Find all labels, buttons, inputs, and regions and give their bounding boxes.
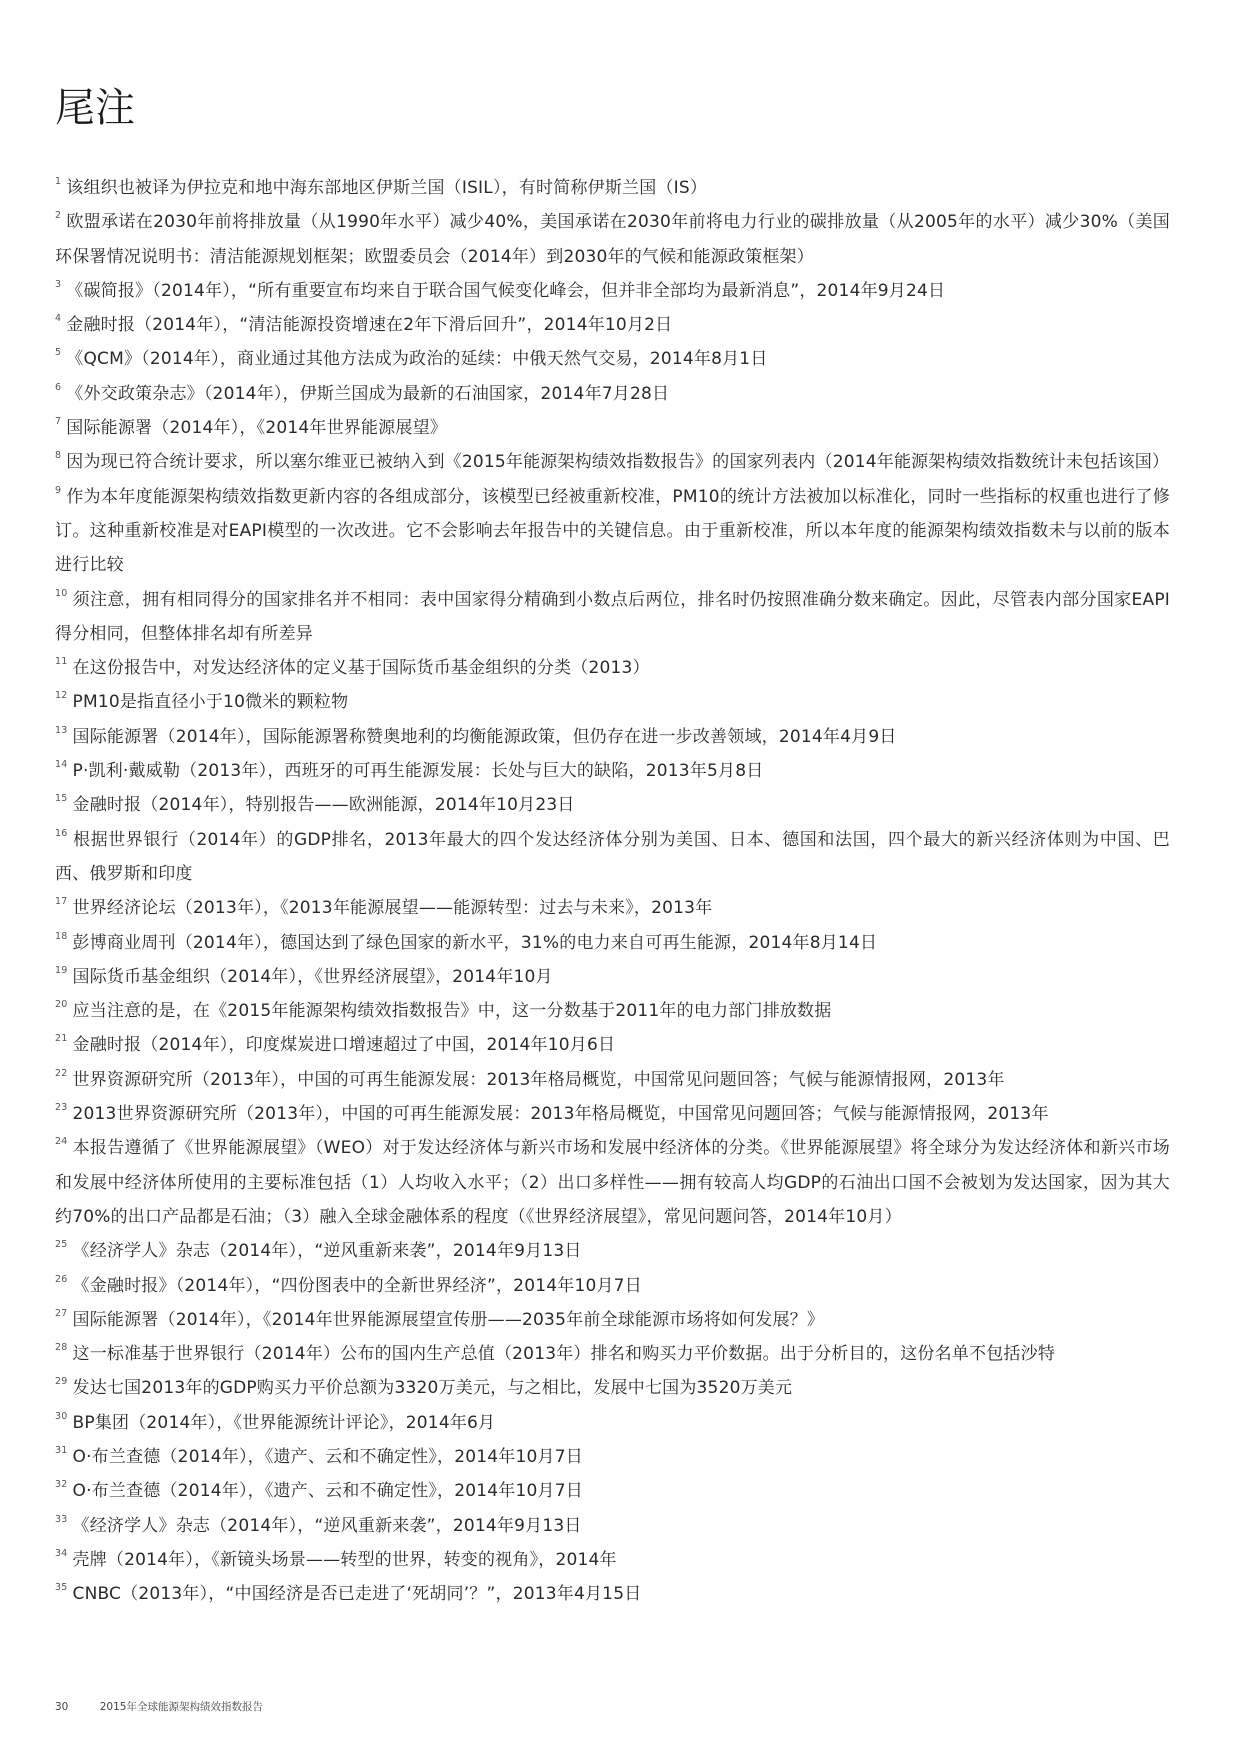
endnote-number: 24 (55, 1136, 68, 1148)
endnote-text: 2013世界资源研究所（2013年），中国的可再生能源发展：2013年格局概览，中国常见问题回答；气候与能源情报网，2013年 (72, 1104, 1049, 1125)
endnote-item (55, 720, 1170, 754)
endnote-text: 彭博商业周刊（2014年），德国达到了绿色国家的新水平，31%的电力来自可再生能源，2014年8月14日 (72, 932, 878, 953)
endnote-number: 15 (55, 793, 68, 805)
endnote-item (55, 1303, 1170, 1337)
endnote-text: 国际能源署（2014年），《2014年世界能源展望》 (66, 418, 447, 439)
endnote-number: 12 (55, 690, 68, 702)
endnote-text: 国际货币基金组织（2014年），《世界经济展望》，2014年10月 (72, 966, 553, 987)
endnote-number: 11 (55, 656, 68, 668)
endnote-item (55, 1440, 1170, 1474)
endnote-number: 35 (55, 1582, 68, 1594)
endnote-text: 《金融时报》（2014年），“四份图表中的全新世界经济”，2014年10月7日 (72, 1275, 642, 1296)
endnote-item (55, 377, 1170, 411)
endnote-item (55, 205, 1170, 274)
endnote-number: 16 (55, 827, 68, 839)
page-footer (55, 1700, 263, 1714)
endnote-number: 18 (55, 930, 68, 942)
endnote-number: 6 (55, 381, 62, 393)
endnote-text: 须注意，拥有相同得分的国家排名并不相同：表中国家得分精确到小数点后两位，排名时仍按照准确分数来确定。因此，尽管表内部分国家EAPI得分相同，但整体排名却有所差异 (55, 589, 1170, 644)
endnote-text: 本报告遵循了《世界能源展望》（WEO）对于发达经济体与新兴市场和发展中经济体的分类。《世界能源展望》将全球分为发达经济体和新兴市场和发展中经济体所使用的主要标准包括（1）人均收入水平；（2）出口多样性——拥有较高人均GDP的石油出口国不会被划为发达国家，因为其大约70%的出口产品都是石油；（3）融入全球金融体系的程度（《世界经济展望》，常见问题问答，2014年10月） (55, 1138, 1170, 1227)
endnote-number: 19 (55, 964, 68, 976)
page-title: 尾注 (55, 85, 135, 131)
endnote-text: P·凯利·戴威勒（2013年），西班牙的可再生能源发展：长处与巨大的缺陷，2013年5月8日 (72, 761, 764, 782)
endnote-item (55, 1577, 1170, 1611)
endnote-item (55, 1131, 1170, 1234)
endnote-number: 10 (55, 587, 68, 599)
endnote-text: 世界资源研究所（2013年），中国的可再生能源发展：2013年格局概览，中国常见问题回答；气候与能源情报网，2013年 (72, 1069, 1005, 1090)
endnote-number: 28 (55, 1342, 68, 1354)
endnote-item (55, 480, 1170, 583)
endnote-number: 1 (55, 176, 62, 187)
endnote-text: 金融时报（2014年），印度煤炭进口增速超过了中国，2014年10月6日 (72, 1035, 616, 1056)
endnote-text: 这一标准基于世界银行（2014年）公布的国内生产总值（2013年）排名和购买力平价数据。出于分析目的，这份名单不包括沙特 (72, 1344, 1056, 1365)
endnote-text: 作为本年度能源架构绩效指数更新内容的各组成部分，该模型已经被重新校准，PM10的统计方法被加以标准化，同时一些指标的权重也进行了修订。这种重新校准是对EAPI模型的一次改进。它不会影响去年报告中的关键信息。由于重新校准，所以本年度的能源架构绩效指数未与以前的版本进行比较 (55, 486, 1170, 576)
endnote-number: 27 (55, 1307, 68, 1319)
endnote-number: 29 (55, 1376, 68, 1388)
endnote-number: 31 (55, 1444, 68, 1456)
endnote-item (55, 788, 1170, 822)
endnote-text: 金融时报（2014年），“清洁能源投资增速在2年下滑后回升”，2014年10月2日 (66, 315, 673, 336)
endnotes-list (55, 171, 1170, 1611)
endnote-number: 8 (55, 450, 62, 462)
endnote-text: 《经济学人》杂志（2014年），“逆风重新来袭”，2014年9月13日 (72, 1515, 582, 1536)
endnote-item (55, 1543, 1170, 1577)
endnote-number: 32 (55, 1479, 68, 1491)
endnote-item (55, 891, 1170, 925)
endnote-text: 《经济学人》杂志（2014年），“逆风重新来袭”，2014年9月13日 (72, 1241, 582, 1262)
endnote-number: 5 (55, 347, 62, 359)
endnote-text: 国际能源署（2014年），国际能源署称赞奥地利的均衡能源政策，但仍存在进一步改善领域，2014年4月9日 (72, 726, 897, 747)
endnote-number: 13 (55, 724, 68, 736)
endnote-text: 该组织也被译为伊拉克和地中海东部地区伊斯兰国（ISIL），有时简称伊斯兰国（IS） (66, 178, 708, 198)
endnote-item (55, 445, 1170, 479)
endnote-number: 2 (55, 210, 62, 222)
endnote-text: 《外交政策杂志》（2014年），伊斯兰国成为最新的石油国家，2014年7月28日 (66, 383, 670, 404)
endnote-text: 《QCM》（2014年），商业通过其他方法成为政治的延续：中俄天然气交易，2014年8月1日 (66, 349, 768, 370)
endnote-number: 20 (55, 999, 68, 1011)
endnote-item (55, 651, 1170, 685)
endnote-text: 金融时报（2014年），特别报告——欧洲能源，2014年10月23日 (72, 795, 575, 816)
endnote-text: 根据世界银行（2014年）的GDP排名，2013年最大的四个发达经济体分别为美国、日本、德国和法国，四个最大的新兴经济体则为中国、巴西、俄罗斯和印度 (55, 829, 1170, 884)
endnote-text: 《碳简报》（2014年），“所有重要宣布均来自于联合国气候变化峰会，但并非全部均为最新消息”，2014年9月24日 (66, 280, 946, 301)
endnote-number: 7 (55, 416, 62, 428)
endnote-text: 发达七国2013年的GDP购买力平价总额为3320万美元，与之相比，发展中七国为3520万美元 (72, 1378, 793, 1399)
endnote-text: O·布兰查德（2014年），《遗产、云和不确定性》，2014年10月7日 (72, 1481, 583, 1502)
endnote-item (55, 685, 1170, 719)
endnote-text: O·布兰查德（2014年），《遗产、云和不确定性》，2014年10月7日 (72, 1446, 583, 1467)
endnote-text: 世界经济论坛（2013年），《2013年能源展望——能源转型：过去与未来》，2013年 (72, 898, 713, 919)
endnote-text: 应当注意的是，在《2015年能源架构绩效指数报告》中，这一分数基于2011年的电力部门排放数据 (72, 1001, 832, 1022)
endnote-item (55, 1269, 1170, 1303)
endnote-number: 25 (55, 1239, 68, 1251)
endnote-item (55, 1406, 1170, 1440)
endnote-number: 30 (55, 1410, 68, 1422)
endnote-text: PM10是指直径小于10微米的颗粒物 (72, 692, 349, 713)
endnote-item (55, 994, 1170, 1028)
endnote-item (55, 1097, 1170, 1131)
endnote-text: 因为现已符合统计要求，所以塞尔维亚已被纳入到《2015年能源架构绩效指数报告》的国家列表内（2014年能源架构绩效指数统计未包括该国） (66, 452, 1170, 473)
endnote-number: 26 (55, 1273, 68, 1285)
endnote-number: 23 (55, 1102, 68, 1114)
endnote-item (55, 1474, 1170, 1508)
endnote-item (55, 1028, 1170, 1062)
endnote-item (55, 823, 1170, 892)
page-number: 30 (55, 1701, 69, 1713)
endnote-item (55, 1063, 1170, 1097)
endnote-item (55, 1337, 1170, 1371)
endnote-number: 4 (55, 313, 62, 325)
endnote-text: CNBC（2013年），“中国经济是否已走进了‘死胡同’？”，2013年4月15日 (72, 1584, 642, 1605)
endnote-item (55, 1509, 1170, 1543)
endnote-item (55, 342, 1170, 376)
endnote-number: 3 (55, 278, 62, 290)
endnote-item (55, 926, 1170, 960)
endnote-text: 国际能源署（2014年），《2014年世界能源展望宣传册——2035年前全球能源市场将如何发展？》 (72, 1309, 825, 1330)
endnote-item (55, 274, 1170, 308)
endnote-number: 17 (55, 896, 68, 908)
endnote-item (55, 308, 1170, 342)
endnote-item (55, 1371, 1170, 1405)
endnote-number: 14 (55, 759, 68, 771)
endnote-text: 壳牌（2014年），《新镜头场景——转型的世界，转变的视角》，2014年 (72, 1549, 617, 1570)
endnote-number: 9 (55, 484, 62, 496)
endnote-number: 34 (55, 1547, 68, 1559)
endnote-item (55, 171, 1170, 205)
endnote-item (55, 411, 1170, 445)
endnote-text: 在这份报告中，对发达经济体的定义基于国际货币基金组织的分类（2013） (72, 658, 650, 679)
endnote-item (55, 583, 1170, 652)
endnote-text: 欧盟承诺在2030年前将排放量（从1990年水平）减少40%，美国承诺在2030年前将电力行业的碳排放量（从2005年的水平）减少30%（美国环保署情况说明书：清洁能源规划框架；欧盟委员会（2014年）到2030年的气候和能源政策框架） (55, 212, 1170, 267)
endnote-number: 33 (55, 1513, 68, 1525)
report-title: 2015年全球能源架构绩效指数报告 (99, 1701, 263, 1713)
endnote-item (55, 960, 1170, 994)
endnote-number: 21 (55, 1033, 68, 1045)
endnote-item (55, 754, 1170, 788)
endnote-item (55, 1234, 1170, 1268)
endnote-text: BP集团（2014年），《世界能源统计评论》，2014年6月 (72, 1412, 496, 1433)
endnote-number: 22 (55, 1067, 68, 1079)
